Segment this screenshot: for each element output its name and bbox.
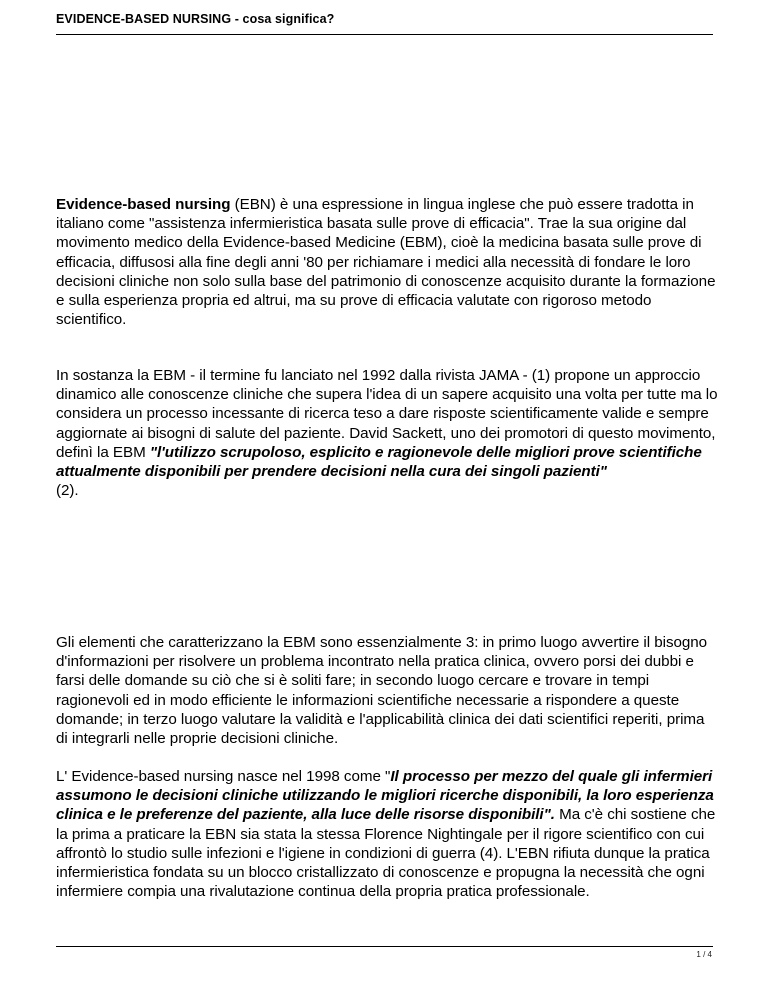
paragraph-lead-term: Evidence-based nursing <box>56 196 231 213</box>
paragraph-ebm-elements <box>56 633 718 748</box>
footer-divider <box>56 946 713 947</box>
running-header-title: EVIDENCE-BASED NURSING - cosa significa? <box>56 12 335 26</box>
paragraph-ebn-definition <box>56 195 718 329</box>
paragraph-body: (EBN) è una espressione in lingua inglese che può essere tradotta in italiano come "assistenza infermieristica basata sulle prove di efficacia". Trae la sua origine dal movimento medico della Evidence-based Medicine (EBM), cioè la medicina basata sulle prove di efficacia, diffusosi alla fine degli anni '80 per richiamare i medici alla necessità di fondare le loro decisioni cliniche non solo sulla base del patrimonio di conoscenze acquisito durante la formazione e sulla esperienza propria ed altrui, ma su prove di efficacia valutate con rigoroso metodo scientifico. <box>56 196 716 329</box>
reference-marker: (2). <box>56 482 79 500</box>
header-divider <box>56 34 713 35</box>
paragraph-body: In sostanza la EBM - il termine fu lanciato nel 1992 dalla rivista JAMA - (1) propone un approccio dinamico alle conoscenze cliniche che supera l'idea di un sapere acquisito una volta per tutte ma lo considera un processo incessante di ricerca teso a dare risposte scientificamente valide e sempre aggiornate ai bisogni di salute del paziente. David Sackett, uno dei promotori di questo movimento, definì la EBM <box>56 367 718 461</box>
paragraph-body-rest: Ma c'è chi sostiene che la prima a praticare la EBN sia stata la stessa Florence Nightingale per il rigore scientifico con cui affrontò lo studio sulle infezioni e l'igiene in condizioni di guerra (4). L'EBN rifiuta dunque la pratica infermieristica fondata su un blocco cristallizzato di conoscenze e propugna la necessità che ogni infermiere compia una rivalutazione continua della propria pratica professionale. <box>56 806 716 901</box>
paragraph-ebm-history <box>56 366 718 500</box>
paragraph-body: Gli elementi che caratterizzano la EBM sono essenzialmente 3: in primo luogo avvertire il bisogno d'informazioni per risolvere un problema incontrato nella pratica clinica, ovvero porsi dei dubbi e farsi delle domande su ciò che si è soliti fare; in secondo luogo cercare e trovare in tempi ragionevoli ed in modo efficiente le informazioni scientifiche necessarie a rispondere a queste domande; in terzo luogo valutare la validità e l'applicabilità clinica dei dati scientifici reperiti, prima di integrarli nelle proprie decisioni cliniche. <box>56 634 708 748</box>
ebn-definition-quote: Il processo per mezzo del quale gli infermieri assumono le decisioni cliniche utilizzando le migliori ricerche disponibili, la loro esperienza clinica e le preferenze del paziente, alla luce delle risorse disponibili". <box>56 768 714 824</box>
sackett-quote: "l'utilizzo scrupoloso, esplicito e ragionevole delle migliori prove scientifiche attualmente disponibili per prendere decisioni nella cura dei singoli pazienti" <box>56 443 702 481</box>
paragraph-body-intro: L' Evidence-based nursing nasce nel 1998 come " <box>56 768 391 785</box>
paragraph-ebn-origin <box>56 767 718 901</box>
page-number: 1 / 4 <box>696 950 712 959</box>
